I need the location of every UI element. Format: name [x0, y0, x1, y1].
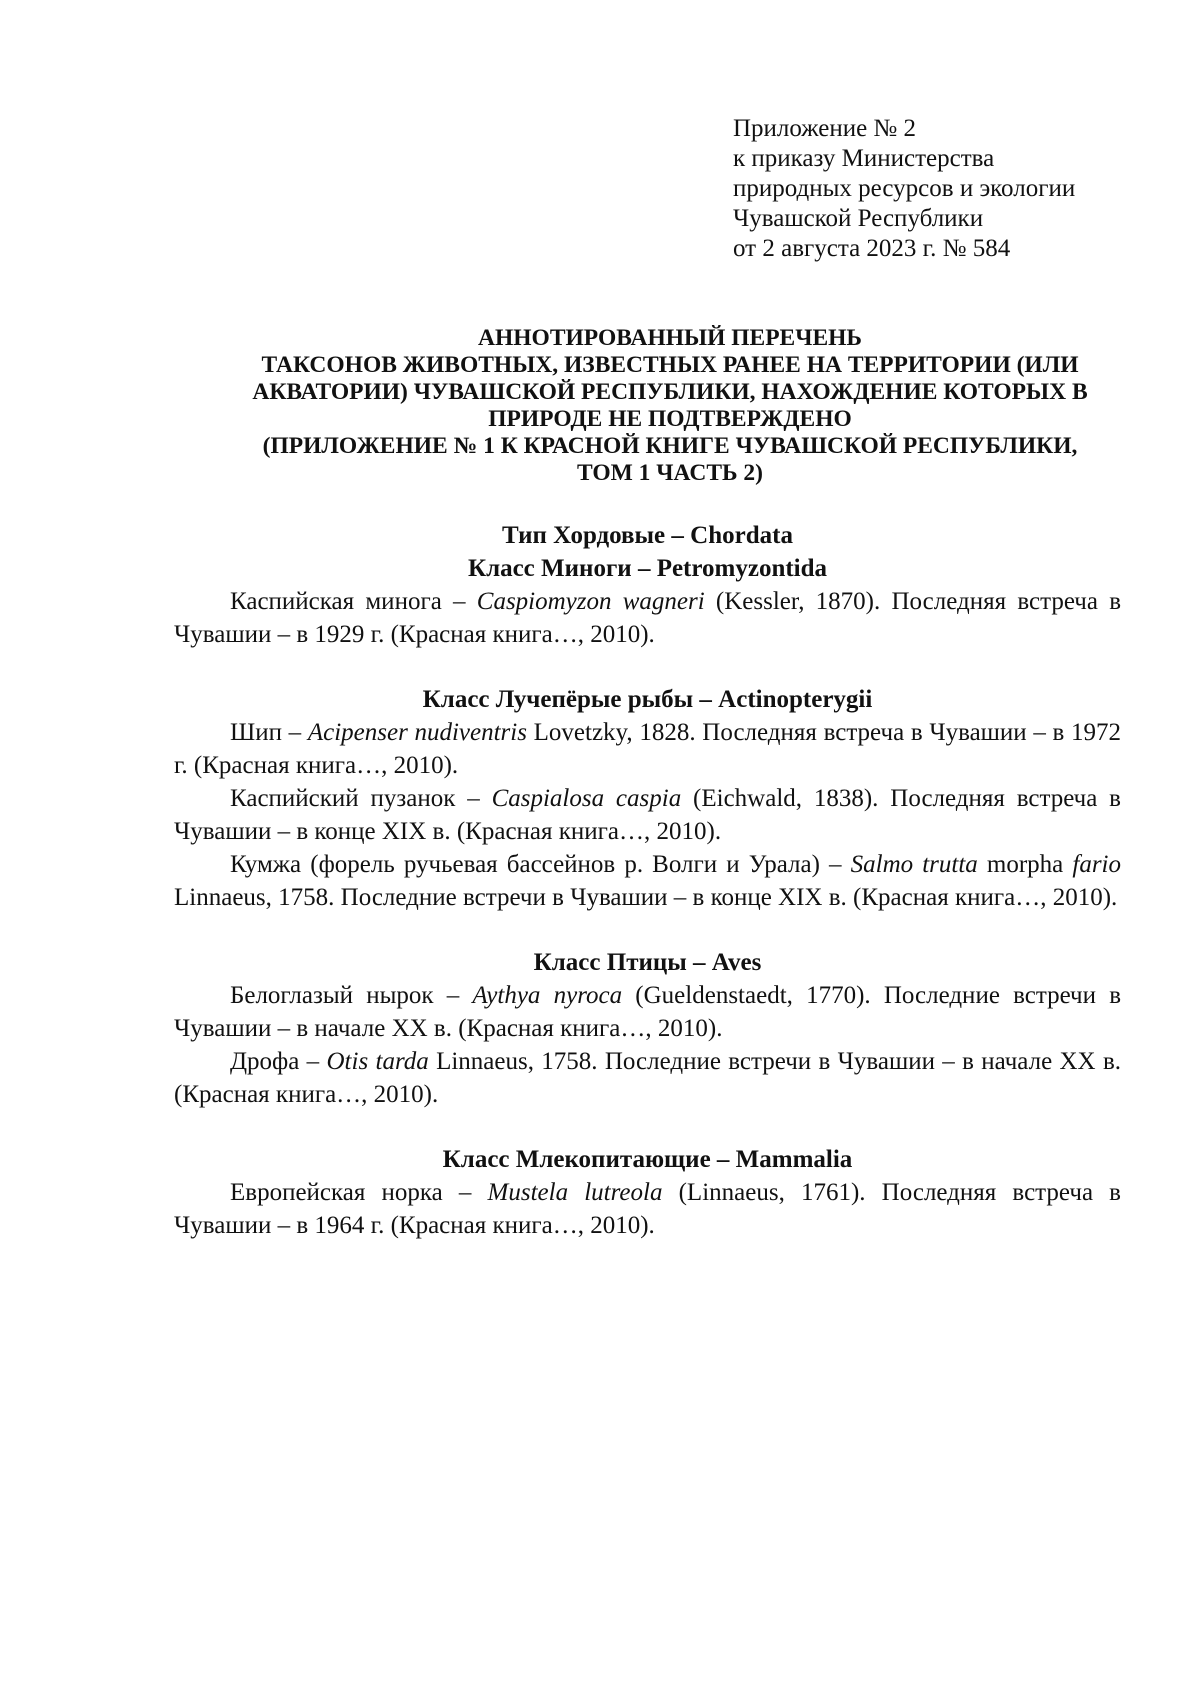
- appendix-line: Чувашской Республики: [733, 205, 984, 232]
- appendix-header: [733, 114, 1153, 264]
- title-line: (ПРИЛОЖЕНИЕ № 1 К КРАСНОЙ КНИГЕ ЧУВАШСКОЙ РЕСПУБЛИКИ,: [262, 433, 1078, 459]
- appendix-line: от 2 августа 2023 г. № 584: [733, 235, 1011, 262]
- latin-name: fario: [1072, 851, 1121, 878]
- species-entry: Каспийский пузанок – Caspialosa caspia (Eichwald, 1838). Последняя встреча в Чувашии – в конце XIX в. (Красная книга…, 2010).: [174, 785, 1121, 845]
- document-body: [174, 519, 1121, 1242]
- class-heading: Класс Миноги – Petromyzontida: [467, 555, 828, 582]
- appendix-line: природных ресурсов и экологии: [733, 175, 1076, 202]
- latin-name: Caspiomyzon wagneri: [476, 588, 705, 615]
- title-line: АННОТИРОВАННЫЙ ПЕРЕЧЕНЬ: [478, 325, 862, 351]
- latin-name: Otis tarda: [326, 1048, 429, 1075]
- species-entry: Каспийская минога – Caspiomyzon wagneri (Kessler, 1870). Последняя встреча в Чувашии – в 1929 г. (Красная книга…, 2010).: [174, 588, 1121, 648]
- species-entry: Кумжа (форель ручьевая бассейнов р. Волги и Урала) – Salmo trutta morpha fario Linnaeus, 1758. Последние встречи в Чувашии – в конце XIX в. (Красная книга…, 2010).: [174, 851, 1121, 911]
- document-title: [170, 325, 1170, 487]
- latin-name: Salmo trutta: [850, 851, 978, 878]
- latin-name: Caspialosa caspia: [491, 785, 682, 812]
- appendix-line: к приказу Министерства: [733, 145, 995, 172]
- latin-name: Aythya nyroca: [472, 982, 623, 1009]
- title-line: АКВАТОРИИ) ЧУВАШСКОЙ РЕСПУБЛИКИ, НАХОЖДЕНИЕ КОТОРЫХ В: [252, 379, 1088, 405]
- species-entry: Белоглазый нырок – Aythya nyroca (Gueldenstaedt, 1770). Последние встречи в Чувашии – в начале XX в. (Красная книга…, 2010).: [174, 982, 1121, 1042]
- class-heading: Класс Млекопитающие – Mammalia: [442, 1146, 853, 1173]
- species-entry: Европейская норка – Mustela lutreola (Linnaeus, 1761). Последняя встреча в Чувашии – в 1964 г. (Красная книга…, 2010).: [174, 1179, 1121, 1239]
- title-line: ТАКСОНОВ ЖИВОТНЫХ, ИЗВЕСТНЫХ РАНЕЕ НА ТЕРРИТОРИИ (ИЛИ: [261, 352, 1079, 378]
- title-line: ТОМ 1 ЧАСТЬ 2): [576, 460, 763, 486]
- class-heading: Класс Лучепёрые рыбы – Actinopterygii: [422, 686, 873, 713]
- latin-name: Acipenser nudiventris: [307, 719, 527, 746]
- title-line: ПРИРОДЕ НЕ ПОДТВЕРЖДЕНО: [488, 406, 852, 432]
- species-entry: Шип – Acipenser nudiventris Lovetzky, 1828. Последняя встреча в Чувашии – в 1972 г. (Красная книга…, 2010).: [174, 719, 1121, 779]
- appendix-line: Приложение № 2: [733, 115, 917, 142]
- species-entry: Дрофа – Otis tarda Linnaeus, 1758. Последние встречи в Чувашии – в начале XX в. (Красная книга…, 2010).: [174, 1048, 1121, 1108]
- latin-name: Mustela lutreola: [487, 1179, 663, 1206]
- class-heading: Класс Птицы – Aves: [533, 949, 762, 976]
- phylum-heading: Тип Хордовые – Chordata: [502, 522, 793, 549]
